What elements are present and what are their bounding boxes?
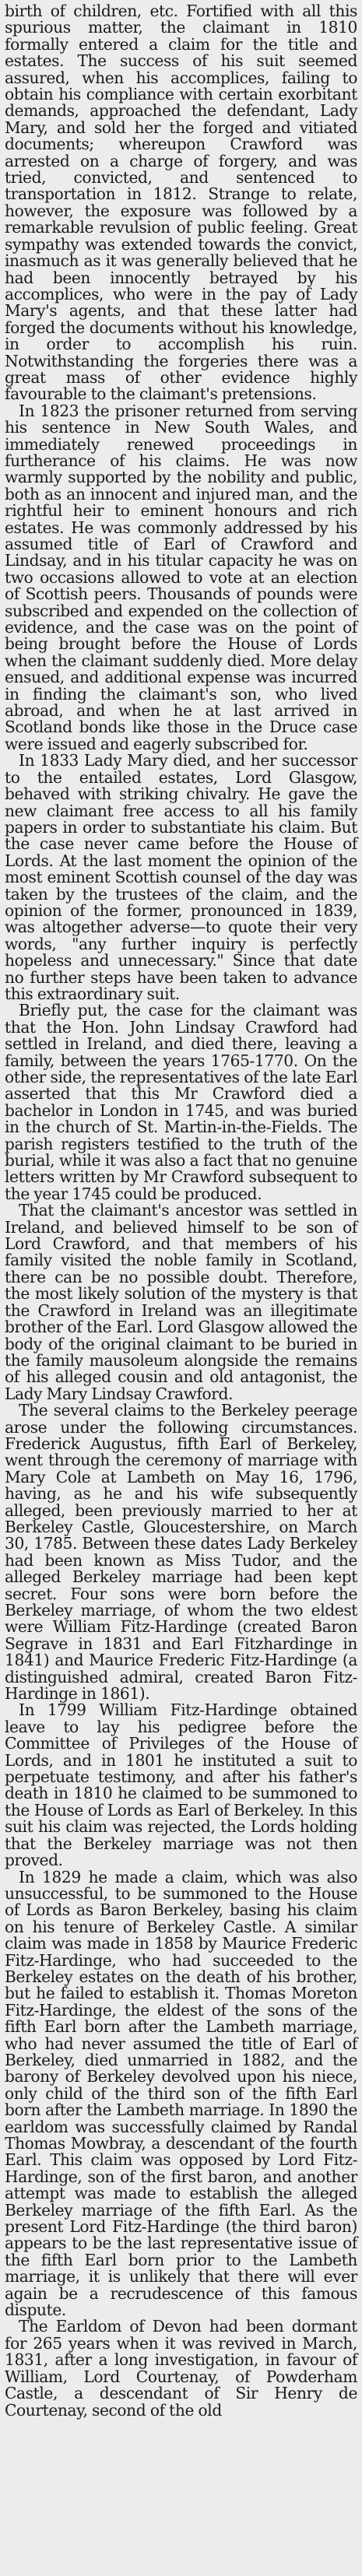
paragraph: The several claims to the Berkeley peerage arose under the following circumstances. Frederick Augustus, fifth Earl of Berkeley, went through the ceremony of marriage with Mary Cole at Lambeth on May 16, 1796, having, as he and his wife subsequently alleged, been previously married to her at Berkeley Castle, Gloucestershire, on March 30, 1785. Between these dates Lady Berkeley had been known as Miss Tudor, and the alleged Berkeley marriage had been kept secret. Four sons were born before the Berkeley marriage, of whom the two eldest were William Fitz-Hardinge (created Baron Segrave in 1831 and Earl Fitzhardinge in 1841) and Maurice Frederic Fitz-Hardinge (a distinguished admiral, created Baron Fitz-Hardinge in 1861). bbox=[5, 1401, 357, 1704]
paragraph: In 1829 he made a claim, which was also unsuccessful, to be summoned to the House of Lords as Baron Berkeley, basing his claim on his tenure of Berkeley Castle. A similar claim was made in 1858 by Maurice Frederic Fitz-Hardinge, who had succeeded to the Berkeley estates on the death of his brother, but he failed to establish it. Thomas Moreton Fitz-Hardinge, the eldest of the sons of the fifth Earl born after the Lambeth marriage, who had never assumed the title of Earl of Berkeley, died unmarried in 1882, and the barony of Berkeley devolved upon his niece, only child of the third son of the fifth Earl born after the Lambeth marriage. In 1890 the earldom was successfully claimed by Randal Thomas Mowbray, a descendant of the fourth Earl. This claim was opposed by Lord Fitz-Hardinge, son of the first baron, and another attempt was made to establish the alleged Berkeley marriage of the fifth Earl. As the present Lord Fitz-Hardinge (the third baron) appears to be the last representative issue of the fifth Earl born prior to the Lambeth marriage, it is unlikely that there will ever again be a recrudescence of this famous dispute. bbox=[5, 1867, 357, 2320]
paragraph: birth of children, etc. Fortified with all this spurious matter, the claimant in 1810 formally entered a claim for the title and estates. The success of his suit seemed assured, when his accomplices, failing to obtain his compliance with certain exorbitant demands, approached the defendant, Lady Mary, and sold her the forged and vitiated documents; whereupon Crawford was arrested on a charge of forgery, and was tried, convicted, and sentenced to transportation in 1812. Strange to relate, however, the exposure was followed by a remarkable revulsion of public feeling. Great sympathy was extended towards the convict, inasmuch as it was generally believed that he had been innocently betrayed by his accomplices, who were in the pay of Lady Mary's agents, and that these latter had forged the documents without his knowledge, in order to accomplish his ruin. Notwithstanding the forgeries there was a great mass of other evidence highly favourable to the claimant's pretensions. bbox=[5, 2, 357, 404]
paragraph: In 1799 William Fitz-Hardinge obtained leave to lay his pedigree before the Committee of Privileges of the House of Lords, and in 1801 he instituted a suit to perpetuate testimony, and after his father's death in 1810 he claimed to be summoned to the House of Lords as Earl of Berkeley. In this suit his claim was rejected, the Lords holding that the Berkeley marriage was not then proved. bbox=[5, 1700, 357, 1870]
paragraph: The Earldom of Devon had been dormant for 265 years when it was revived in March, 1831, after a long investigation, in favour of William, Lord Courtenay, of Powderham Castle, a descendant of Sir Henry de Courtenay, second of the old bbox=[5, 2317, 357, 2420]
article-column bbox=[5, 3, 357, 2419]
paragraph: In 1823 the prisoner returned from serving his sentence in New South Wales, and immediately renewed proceedings in furtherance of his claims. He was now warmly supported by the nobility and public, both as an innocent and injured man, and the rightful heir to eminent honours and rich estates. He was commonly addressed by his assumed title of Earl of Crawford and Lindsay, and in his titular capacity he was on two occasions allowed to vote at an election of Scottish peers. Thousands of pounds were subscribed and expended on the collection of evidence, and the case was on the point of being brought before the House of Lords when the claimant suddenly died. More delay ensued, and additional expense was incurred in finding the claimant's son, who lived abroad, and when he at last arrived in Scotland bonds like those in the Druce case were issued and eagerly subscribed for. bbox=[5, 401, 357, 753]
paragraph: That the claimant's ancestor was settled in Ireland, and believed himself to be son of Lord Crawford, and that members of his family visited the noble family in Scotland, there can be no possible doubt. Therefore, the most likely solution of the mystery is that the Crawford in Ireland was an illegitimate brother of the Earl. Lord Glasgow allowed the body of the original claimant to be buried in the family mausoleum alongside the remains of his alleged cousin and old antagonist, the Lady Mary Lindsay Crawford. bbox=[5, 1201, 357, 1403]
paragraph: Briefly put, the case for the claimant was that the Hon. John Lindsay Crawford had settled in Ireland, and died there, leaving a family, between the years 1765-1770. On the other side, the representatives of the late Earl asserted that this Mr Crawford died a bachelor in London in 1745, and was buried in the church of St. Martin-in-the-Fields. The parish registers testified to the truth of the burial, while it was also a fact that no genuine letters written by Mr Crawford subsequent to the year 1745 could be produced. bbox=[5, 1001, 357, 1203]
paragraph: In 1833 Lady Mary died, and her successor to the entailed estates, Lord Glasgow, behaved with striking chivalry. He gave the new claimant free access to all his family papers in order to substantiate his claim. But the case never came before the House of Lords. At the last moment the opinion of the most eminent Scottish counsel of the day was taken by the trustees of the claim, and the opinion of the former, pronounced in 1839, was altogether adverse—to quote their very words, "any further inquiry is perfectly hopeless and unnecessary." Since that date no further steps have been taken to advance this extraordinary suit. bbox=[5, 751, 357, 1003]
